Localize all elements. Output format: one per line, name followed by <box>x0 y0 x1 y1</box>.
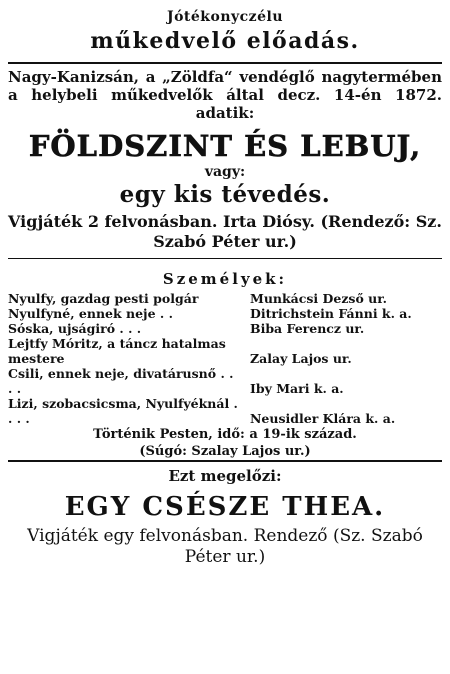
setting-note: Történik Pesten, idő: a 19-ik század. <box>93 427 357 442</box>
afterpiece-description: Vigjáték egy felvonásban. Rendező (Sz. Szabó Péter ur.) <box>27 526 423 567</box>
cast-actor: Iby Mari k. a. <box>250 381 344 396</box>
cast-row <box>8 306 442 321</box>
prompter-note: (Súgó: Szalay Lajos ur.) <box>139 444 311 459</box>
cast-role: Nyulfyné, ennek neje . . <box>8 306 173 321</box>
play-description: Vigjáték 2 felvonásban. Irta Diósy. (Rendező: Sz. Szabó Péter ur.) <box>8 212 442 251</box>
afterpiece-title: EGY CSÉSZE THEA. <box>64 492 386 522</box>
cast-actor: Munkácsi Dezső ur. <box>250 291 388 306</box>
intro-paragraph: Nagy-Kanizsán, a „Zöldfa“ vendéglő nagytermében a helybeli műkedvelők által decz. 14-én 1872. adatik: <box>8 68 442 122</box>
cast-row <box>8 396 442 426</box>
event-heading: műkedvelő előadás. <box>90 28 360 54</box>
kicker-text: Jótékonyczélu <box>166 9 284 25</box>
cast-table <box>8 291 442 426</box>
cast-actor: Zalay Lajos ur. <box>250 351 352 366</box>
cast-heading: Személyek: <box>162 270 288 288</box>
or-text: vagy: <box>204 164 246 180</box>
cast-row <box>8 366 442 396</box>
cast-role: Lejtfy Móritz, a táncz hatalmas mestere <box>8 336 226 366</box>
divider-cast <box>8 258 442 259</box>
afterpiece-intro: Ezt megelőzi: <box>168 467 282 485</box>
cast-role: Sóska, ujságiró . . . <box>8 321 142 336</box>
play-title: FÖLDSZINT ÉS LEBUJ, <box>28 129 422 163</box>
cast-actor: Biba Ferencz ur. <box>250 321 365 336</box>
cast-row <box>8 321 442 336</box>
cast-row <box>8 291 442 306</box>
divider-top <box>8 62 442 64</box>
cast-role: Csili, ennek neje, divatárusnő . . . . <box>8 366 234 396</box>
divider-bottom <box>8 460 442 462</box>
play-subtitle: egy kis tévedés. <box>119 181 331 208</box>
cast-actor: Ditrichstein Fánni k. a. <box>250 306 412 321</box>
cast-actor: Neusidler Klára k. a. <box>250 411 396 426</box>
cast-role: Nyulfy, gazdag pesti polgár <box>8 291 199 306</box>
cast-role: Lizi, szobacsicsma, Nyulfyéknál . . . . <box>8 396 238 426</box>
cast-row <box>8 336 442 366</box>
